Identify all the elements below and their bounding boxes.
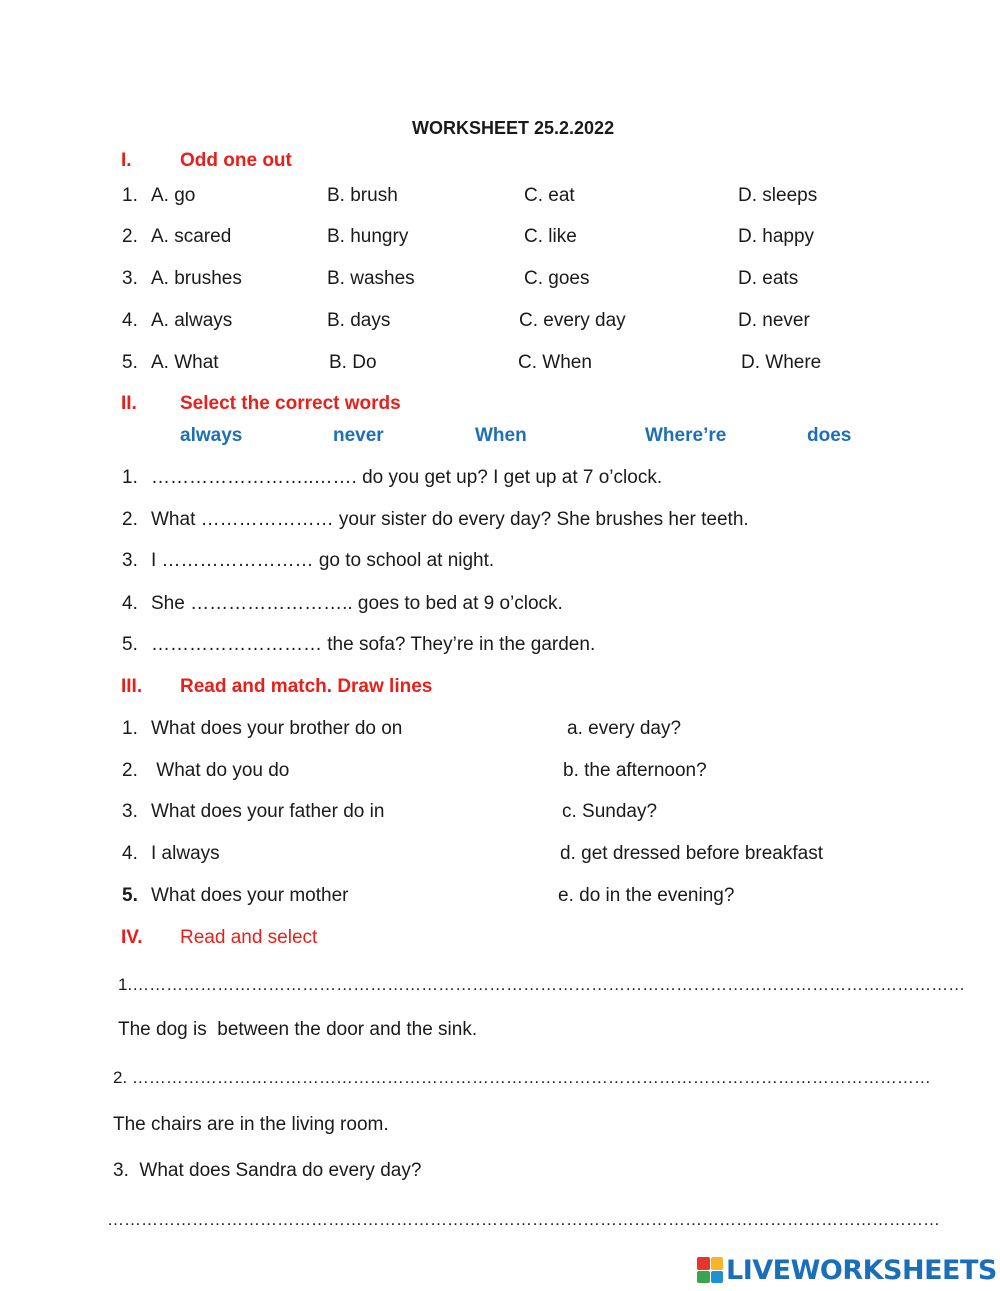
match-right: a. every day? bbox=[567, 718, 682, 739]
match-number: 2. bbox=[122, 760, 138, 781]
q3-option-a: A. brushes bbox=[151, 268, 242, 289]
q5-option-c: C. When bbox=[518, 352, 592, 373]
answer-line-3: ………………………………………………………………………………………………………………………………… bbox=[107, 1210, 940, 1229]
liveworksheets-logo-icon bbox=[697, 1257, 723, 1283]
q2-option-c: C. like bbox=[524, 226, 577, 247]
section-1-heading: Odd one out bbox=[180, 150, 292, 171]
match-right: d. get dressed before breakfast bbox=[560, 843, 823, 864]
q4-option-a: A. always bbox=[151, 310, 233, 331]
section-2-numeral: II. bbox=[121, 393, 137, 414]
q1-option-d: D. sleeps bbox=[738, 185, 818, 206]
match-left: I always bbox=[151, 843, 220, 864]
fill-blank-number: 2. bbox=[122, 509, 138, 530]
q3-number: 3. bbox=[122, 268, 138, 289]
q1-option-b: B. brush bbox=[327, 185, 398, 206]
match-left: What does your mother bbox=[151, 885, 349, 906]
q5-option-a: A. What bbox=[151, 352, 219, 373]
q1-option-c: C. eat bbox=[524, 185, 575, 206]
match-right: c. Sunday? bbox=[562, 801, 658, 822]
q4-option-b: B. days bbox=[327, 310, 391, 331]
match-right: b. the afternoon? bbox=[563, 760, 707, 781]
section-3-heading: Read and match. Draw lines bbox=[180, 676, 433, 697]
q3-option-b: B. washes bbox=[327, 268, 415, 289]
question-3: 3. What does Sandra do every day? bbox=[113, 1160, 422, 1181]
q1-number: 1. bbox=[122, 185, 138, 206]
match-number: 4. bbox=[122, 843, 138, 864]
q2-option-a: A. scared bbox=[151, 226, 232, 247]
fill-blank-number: 3. bbox=[122, 550, 138, 571]
q2-option-b: B. hungry bbox=[327, 226, 409, 247]
match-left: What does your brother do on bbox=[151, 718, 403, 739]
fill-blank-number: 5. bbox=[122, 634, 138, 655]
section-4-heading: Read and select bbox=[180, 927, 318, 948]
fill-blank-number: 1. bbox=[122, 467, 138, 488]
given-answer-2: The chairs are in the living room. bbox=[113, 1114, 389, 1135]
match-number: 1. bbox=[122, 718, 138, 739]
word-bank-item: When bbox=[475, 425, 527, 446]
match-number: 3. bbox=[122, 801, 138, 822]
q3-option-d: D. eats bbox=[738, 268, 799, 289]
fill-blank-sentence: ……………………… the sofa? They’re in the garden. bbox=[151, 634, 596, 655]
given-answer-1: The dog is between the door and the sink. bbox=[118, 1019, 478, 1040]
q1-option-a: A. go bbox=[151, 185, 196, 206]
word-bank-item: Where’re bbox=[645, 425, 727, 446]
match-left: What does your father do in bbox=[151, 801, 385, 822]
fill-blank-sentence: I …………………… go to school at night. bbox=[151, 550, 495, 571]
q2-option-d: D. happy bbox=[738, 226, 815, 247]
match-left: What do you do bbox=[151, 760, 290, 781]
word-bank-item: always bbox=[180, 425, 243, 446]
answer-line-1: 1.………………………………………………………………………………………………………………………………… bbox=[118, 975, 966, 994]
section-2-heading: Select the correct words bbox=[180, 393, 401, 414]
section-1-numeral: I. bbox=[121, 150, 132, 171]
word-bank-item: does bbox=[807, 425, 852, 446]
q3-option-c: C. goes bbox=[524, 268, 590, 289]
q4-option-d: D. never bbox=[738, 310, 810, 331]
q4-number: 4. bbox=[122, 310, 138, 331]
liveworksheets-logo bbox=[697, 1255, 997, 1285]
fill-blank-sentence: What ………………… your sister do every day? She brushes her teeth. bbox=[151, 509, 749, 530]
section-3-numeral: III. bbox=[121, 676, 143, 697]
q2-number: 2. bbox=[122, 226, 138, 247]
section-4-numeral: IV. bbox=[121, 927, 143, 948]
fill-blank-number: 4. bbox=[122, 593, 138, 614]
word-bank-item: never bbox=[333, 425, 384, 446]
fill-blank-sentence: ……………………..……. do you get up? I get up at 7 o’clock. bbox=[151, 467, 663, 488]
q5-option-b: B. Do bbox=[329, 352, 377, 373]
brand-name: LIVEWORKSHEETS bbox=[726, 1254, 997, 1286]
match-number: 5. bbox=[122, 885, 138, 906]
match-right: e. do in the evening? bbox=[558, 885, 735, 906]
worksheet-title: WORKSHEET 25.2.2022 bbox=[412, 118, 615, 138]
answer-line-2: 2. …………………………………………………………………………………………………………………………… bbox=[113, 1068, 931, 1087]
q5-number: 5. bbox=[122, 352, 138, 373]
q5-option-d: D. Where bbox=[741, 352, 822, 373]
q4-option-c: C. every day bbox=[519, 310, 626, 331]
fill-blank-sentence: She …………………….. goes to bed at 9 o’clock. bbox=[151, 593, 563, 614]
